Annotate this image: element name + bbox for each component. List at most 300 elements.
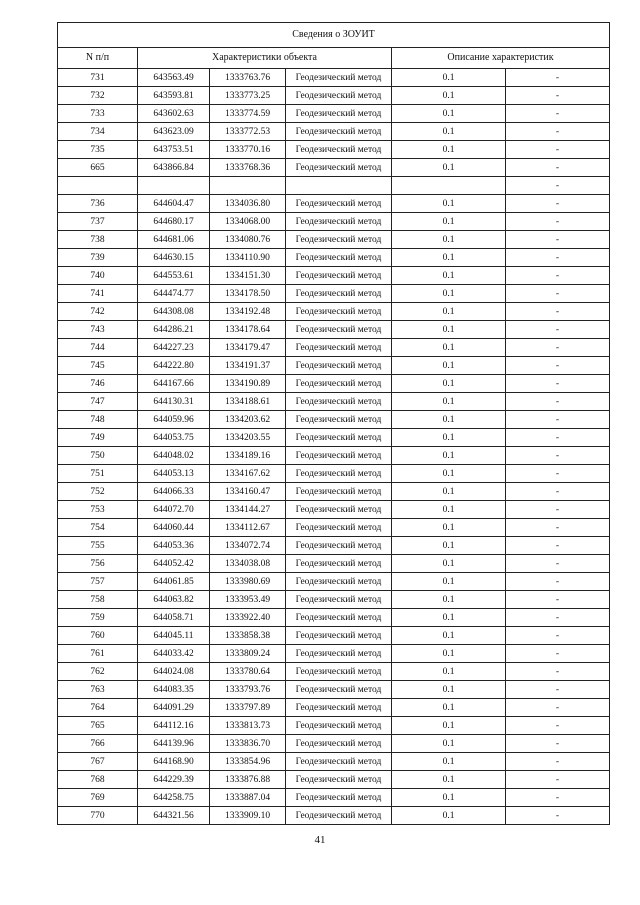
- point-number-cell: 738: [58, 231, 138, 249]
- table-row: [58, 717, 610, 735]
- accuracy-cell: 0.1: [392, 717, 506, 735]
- point-number-cell: 750: [58, 447, 138, 465]
- coordinate-x-cell: 644681.06: [138, 231, 210, 249]
- description-cell: -: [506, 609, 610, 627]
- accuracy-cell: 0.1: [392, 249, 506, 267]
- method-cell: Геодезический метод: [286, 645, 392, 663]
- method-cell: Геодезический метод: [286, 717, 392, 735]
- coordinate-x-cell: 643593.81: [138, 87, 210, 105]
- description-cell: -: [506, 699, 610, 717]
- coordinate-x-cell: 644222.80: [138, 357, 210, 375]
- description-cell: -: [506, 591, 610, 609]
- method-cell: Геодезический метод: [286, 573, 392, 591]
- coordinate-y-cell: 1333763.76: [210, 69, 286, 87]
- table-row: [58, 213, 610, 231]
- coordinate-y-cell: 1333809.24: [210, 645, 286, 663]
- point-number-cell: 764: [58, 699, 138, 717]
- point-number-cell: 769: [58, 789, 138, 807]
- method-cell: Геодезический метод: [286, 789, 392, 807]
- table-row: [58, 663, 610, 681]
- coordinate-y-cell: 1333909.10: [210, 807, 286, 825]
- accuracy-cell: 0.1: [392, 69, 506, 87]
- method-cell: Геодезический метод: [286, 231, 392, 249]
- accuracy-cell: 0.1: [392, 159, 506, 177]
- table-row: [58, 771, 610, 789]
- coordinate-x-cell: 644045.11: [138, 627, 210, 645]
- coordinate-y-cell: 1334036.80: [210, 195, 286, 213]
- coordinate-x-cell: [138, 177, 210, 195]
- point-number-cell: 762: [58, 663, 138, 681]
- description-cell: -: [506, 573, 610, 591]
- coordinate-x-cell: 644130.31: [138, 393, 210, 411]
- coordinate-y-cell: 1334188.61: [210, 393, 286, 411]
- table-row: [58, 177, 610, 195]
- header-num: N п/п: [58, 48, 138, 69]
- point-number-cell: 751: [58, 465, 138, 483]
- coordinate-x-cell: 644053.36: [138, 537, 210, 555]
- coordinate-y-cell: 1333887.04: [210, 789, 286, 807]
- description-cell: -: [506, 681, 610, 699]
- description-cell: -: [506, 537, 610, 555]
- coordinate-x-cell: 644060.44: [138, 519, 210, 537]
- accuracy-cell: 0.1: [392, 789, 506, 807]
- method-cell: Геодезический метод: [286, 519, 392, 537]
- method-cell: Геодезический метод: [286, 537, 392, 555]
- accuracy-cell: 0.1: [392, 555, 506, 573]
- coordinate-y-cell: 1334178.64: [210, 321, 286, 339]
- table-row: [58, 105, 610, 123]
- table-row: [58, 285, 610, 303]
- method-cell: Геодезический метод: [286, 321, 392, 339]
- description-cell: -: [506, 123, 610, 141]
- point-number-cell: 767: [58, 753, 138, 771]
- description-cell: -: [506, 177, 610, 195]
- point-number-cell: 732: [58, 87, 138, 105]
- point-number-cell: 736: [58, 195, 138, 213]
- accuracy-cell: 0.1: [392, 87, 506, 105]
- coordinate-x-cell: 644091.29: [138, 699, 210, 717]
- accuracy-cell: 0.1: [392, 681, 506, 699]
- method-cell: Геодезический метод: [286, 105, 392, 123]
- point-number-cell: 754: [58, 519, 138, 537]
- coordinate-x-cell: 644604.47: [138, 195, 210, 213]
- accuracy-cell: 0.1: [392, 699, 506, 717]
- accuracy-cell: 0.1: [392, 519, 506, 537]
- accuracy-cell: 0.1: [392, 303, 506, 321]
- coordinate-y-cell: 1333980.69: [210, 573, 286, 591]
- coordinate-x-cell: 644258.75: [138, 789, 210, 807]
- coordinate-x-cell: 644167.66: [138, 375, 210, 393]
- point-number-cell: 743: [58, 321, 138, 339]
- point-number-cell: 755: [58, 537, 138, 555]
- coordinate-y-cell: 1333773.25: [210, 87, 286, 105]
- coordinate-x-cell: 644059.96: [138, 411, 210, 429]
- description-cell: -: [506, 141, 610, 159]
- method-cell: Геодезический метод: [286, 753, 392, 771]
- table-row: [58, 231, 610, 249]
- accuracy-cell: 0.1: [392, 807, 506, 825]
- description-cell: -: [506, 771, 610, 789]
- table-row: [58, 375, 610, 393]
- coordinate-y-cell: 1334151.30: [210, 267, 286, 285]
- method-cell: Геодезический метод: [286, 87, 392, 105]
- coordinate-y-cell: 1334144.27: [210, 501, 286, 519]
- method-cell: Геодезический метод: [286, 69, 392, 87]
- coordinate-x-cell: 644066.33: [138, 483, 210, 501]
- description-cell: -: [506, 501, 610, 519]
- table-row: [58, 195, 610, 213]
- table-row: [58, 159, 610, 177]
- table-body: [58, 69, 610, 825]
- description-cell: -: [506, 285, 610, 303]
- point-number-cell: 753: [58, 501, 138, 519]
- method-cell: Геодезический метод: [286, 699, 392, 717]
- point-number-cell: 765: [58, 717, 138, 735]
- coordinate-y-cell: 1334189.16: [210, 447, 286, 465]
- table-title: Сведения о ЗОУИТ: [58, 23, 610, 48]
- table-row: [58, 69, 610, 87]
- accuracy-cell: 0.1: [392, 663, 506, 681]
- table-row: [58, 339, 610, 357]
- table-row: [58, 447, 610, 465]
- table-row: [58, 681, 610, 699]
- method-cell: Геодезический метод: [286, 483, 392, 501]
- description-cell: -: [506, 393, 610, 411]
- coordinate-y-cell: 1334203.55: [210, 429, 286, 447]
- accuracy-cell: 0.1: [392, 285, 506, 303]
- table-row: [58, 735, 610, 753]
- description-cell: -: [506, 717, 610, 735]
- accuracy-cell: 0.1: [392, 735, 506, 753]
- point-number-cell: 665: [58, 159, 138, 177]
- method-cell: Геодезический метод: [286, 339, 392, 357]
- coordinate-y-cell: 1333772.53: [210, 123, 286, 141]
- method-cell: Геодезический метод: [286, 249, 392, 267]
- accuracy-cell: 0.1: [392, 573, 506, 591]
- description-cell: -: [506, 555, 610, 573]
- table-row: [58, 789, 610, 807]
- coordinate-y-cell: 1333768.36: [210, 159, 286, 177]
- zouit-table: [57, 22, 610, 825]
- point-number-cell: 748: [58, 411, 138, 429]
- accuracy-cell: 0.1: [392, 465, 506, 483]
- description-cell: -: [506, 411, 610, 429]
- method-cell: Геодезический метод: [286, 393, 392, 411]
- point-number-cell: 766: [58, 735, 138, 753]
- point-number-cell: 770: [58, 807, 138, 825]
- description-cell: -: [506, 375, 610, 393]
- accuracy-cell: 0.1: [392, 429, 506, 447]
- description-cell: -: [506, 267, 610, 285]
- coordinate-x-cell: 644321.56: [138, 807, 210, 825]
- description-cell: -: [506, 159, 610, 177]
- coordinate-y-cell: 1333854.96: [210, 753, 286, 771]
- table-row: [58, 411, 610, 429]
- method-cell: Геодезический метод: [286, 681, 392, 699]
- coordinate-x-cell: 644058.71: [138, 609, 210, 627]
- coordinate-x-cell: 643866.84: [138, 159, 210, 177]
- accuracy-cell: 0.1: [392, 321, 506, 339]
- coordinate-x-cell: 644072.70: [138, 501, 210, 519]
- method-cell: Геодезический метод: [286, 429, 392, 447]
- table-row: [58, 699, 610, 717]
- page-number: 41: [314, 834, 326, 846]
- method-cell: Геодезический метод: [286, 609, 392, 627]
- coordinate-x-cell: 644112.16: [138, 717, 210, 735]
- method-cell: Геодезический метод: [286, 807, 392, 825]
- table-row: [58, 645, 610, 663]
- method-cell: Геодезический метод: [286, 663, 392, 681]
- description-cell: -: [506, 249, 610, 267]
- table-row: [58, 555, 610, 573]
- description-cell: -: [506, 645, 610, 663]
- table-row: [58, 573, 610, 591]
- accuracy-cell: 0.1: [392, 645, 506, 663]
- table-row: [58, 519, 610, 537]
- table-row: [58, 465, 610, 483]
- accuracy-cell: 0.1: [392, 537, 506, 555]
- accuracy-cell: 0.1: [392, 627, 506, 645]
- coordinate-y-cell: 1334191.37: [210, 357, 286, 375]
- coordinate-x-cell: 644229.39: [138, 771, 210, 789]
- method-cell: Геодезический метод: [286, 141, 392, 159]
- coordinate-y-cell: 1334072.74: [210, 537, 286, 555]
- table-row: [58, 753, 610, 771]
- accuracy-cell: 0.1: [392, 447, 506, 465]
- method-cell: [286, 177, 392, 195]
- coordinate-y-cell: 1333836.70: [210, 735, 286, 753]
- table-row: [58, 393, 610, 411]
- point-number-cell: 745: [58, 357, 138, 375]
- coordinate-y-cell: 1334178.50: [210, 285, 286, 303]
- coordinate-x-cell: 643602.63: [138, 105, 210, 123]
- coordinate-x-cell: 644227.23: [138, 339, 210, 357]
- table-row: [58, 591, 610, 609]
- point-number-cell: 737: [58, 213, 138, 231]
- description-cell: -: [506, 807, 610, 825]
- coordinate-x-cell: 644553.61: [138, 267, 210, 285]
- point-number-cell: 749: [58, 429, 138, 447]
- coordinate-x-cell: 644168.90: [138, 753, 210, 771]
- point-number-cell: 756: [58, 555, 138, 573]
- accuracy-cell: 0.1: [392, 231, 506, 249]
- description-cell: -: [506, 357, 610, 375]
- point-number-cell: 735: [58, 141, 138, 159]
- point-number-cell: 734: [58, 123, 138, 141]
- coordinate-y-cell: 1334068.00: [210, 213, 286, 231]
- accuracy-cell: 0.1: [392, 357, 506, 375]
- point-number-cell: 760: [58, 627, 138, 645]
- description-cell: -: [506, 483, 610, 501]
- table-row: [58, 609, 610, 627]
- coordinate-x-cell: 644474.77: [138, 285, 210, 303]
- table-row: [58, 501, 610, 519]
- description-cell: -: [506, 789, 610, 807]
- coordinate-y-cell: 1333922.40: [210, 609, 286, 627]
- coordinate-x-cell: 644286.21: [138, 321, 210, 339]
- coordinate-y-cell: 1334179.47: [210, 339, 286, 357]
- coordinate-x-cell: 644024.08: [138, 663, 210, 681]
- method-cell: Геодезический метод: [286, 375, 392, 393]
- coordinate-y-cell: 1333858.38: [210, 627, 286, 645]
- accuracy-cell: 0.1: [392, 753, 506, 771]
- coordinate-x-cell: 644063.82: [138, 591, 210, 609]
- description-cell: -: [506, 735, 610, 753]
- description-cell: -: [506, 447, 610, 465]
- description-cell: -: [506, 69, 610, 87]
- coordinate-y-cell: 1334160.47: [210, 483, 286, 501]
- accuracy-cell: 0.1: [392, 141, 506, 159]
- accuracy-cell: 0.1: [392, 123, 506, 141]
- description-cell: -: [506, 519, 610, 537]
- description-cell: -: [506, 465, 610, 483]
- method-cell: Геодезический метод: [286, 357, 392, 375]
- table-row: [58, 267, 610, 285]
- coordinate-x-cell: 643753.51: [138, 141, 210, 159]
- coordinate-x-cell: 644052.42: [138, 555, 210, 573]
- point-number-cell: 768: [58, 771, 138, 789]
- description-cell: -: [506, 429, 610, 447]
- header-description: Описание характеристик: [392, 48, 610, 69]
- coordinate-x-cell: 644630.15: [138, 249, 210, 267]
- point-number-cell: 741: [58, 285, 138, 303]
- coordinate-y-cell: 1333813.73: [210, 717, 286, 735]
- point-number-cell: 742: [58, 303, 138, 321]
- coordinate-x-cell: 644053.75: [138, 429, 210, 447]
- point-number-cell: 739: [58, 249, 138, 267]
- point-number-cell: [58, 177, 138, 195]
- table-row: [58, 483, 610, 501]
- coordinate-y-cell: 1333953.49: [210, 591, 286, 609]
- description-cell: -: [506, 213, 610, 231]
- description-cell: -: [506, 321, 610, 339]
- coordinate-x-cell: 644053.13: [138, 465, 210, 483]
- table-row: [58, 141, 610, 159]
- table-row: [58, 321, 610, 339]
- point-number-cell: 757: [58, 573, 138, 591]
- description-cell: -: [506, 753, 610, 771]
- method-cell: Геодезический метод: [286, 555, 392, 573]
- method-cell: Геодезический метод: [286, 159, 392, 177]
- coordinate-x-cell: 644680.17: [138, 213, 210, 231]
- method-cell: Геодезический метод: [286, 447, 392, 465]
- method-cell: Геодезический метод: [286, 195, 392, 213]
- coordinate-x-cell: 644083.35: [138, 681, 210, 699]
- description-cell: -: [506, 339, 610, 357]
- point-number-cell: 763: [58, 681, 138, 699]
- table-row: [58, 123, 610, 141]
- coordinate-x-cell: 644308.08: [138, 303, 210, 321]
- table-row: [58, 429, 610, 447]
- point-number-cell: 740: [58, 267, 138, 285]
- description-cell: -: [506, 195, 610, 213]
- accuracy-cell: 0.1: [392, 339, 506, 357]
- coordinate-y-cell: 1333793.76: [210, 681, 286, 699]
- coordinate-y-cell: 1334112.67: [210, 519, 286, 537]
- accuracy-cell: 0.1: [392, 267, 506, 285]
- accuracy-cell: 0.1: [392, 393, 506, 411]
- accuracy-cell: 0.1: [392, 591, 506, 609]
- coordinate-y-cell: 1333780.64: [210, 663, 286, 681]
- method-cell: Геодезический метод: [286, 267, 392, 285]
- method-cell: Геодезический метод: [286, 123, 392, 141]
- description-cell: -: [506, 87, 610, 105]
- method-cell: Геодезический метод: [286, 303, 392, 321]
- method-cell: Геодезический метод: [286, 411, 392, 429]
- accuracy-cell: 0.1: [392, 501, 506, 519]
- accuracy-cell: 0.1: [392, 483, 506, 501]
- coordinate-y-cell: 1333797.89: [210, 699, 286, 717]
- description-cell: -: [506, 627, 610, 645]
- table-row: [58, 537, 610, 555]
- accuracy-cell: [392, 177, 506, 195]
- accuracy-cell: 0.1: [392, 411, 506, 429]
- accuracy-cell: 0.1: [392, 771, 506, 789]
- coordinate-y-cell: 1334080.76: [210, 231, 286, 249]
- point-number-cell: 747: [58, 393, 138, 411]
- method-cell: Геодезический метод: [286, 771, 392, 789]
- coordinate-x-cell: 644048.02: [138, 447, 210, 465]
- point-number-cell: 759: [58, 609, 138, 627]
- description-cell: -: [506, 231, 610, 249]
- accuracy-cell: 0.1: [392, 105, 506, 123]
- description-cell: -: [506, 105, 610, 123]
- description-cell: -: [506, 303, 610, 321]
- accuracy-cell: 0.1: [392, 213, 506, 231]
- coordinate-y-cell: 1333774.59: [210, 105, 286, 123]
- coordinate-y-cell: 1334110.90: [210, 249, 286, 267]
- table-row: [58, 357, 610, 375]
- table-row: [58, 87, 610, 105]
- coordinate-y-cell: 1334190.89: [210, 375, 286, 393]
- method-cell: Геодезический метод: [286, 501, 392, 519]
- accuracy-cell: 0.1: [392, 375, 506, 393]
- header-characteristics: Характеристики объекта: [138, 48, 392, 69]
- coordinate-y-cell: 1334192.48: [210, 303, 286, 321]
- point-number-cell: 752: [58, 483, 138, 501]
- coordinate-x-cell: 643623.09: [138, 123, 210, 141]
- coordinate-y-cell: [210, 177, 286, 195]
- method-cell: Геодезический метод: [286, 591, 392, 609]
- coordinate-y-cell: 1333876.88: [210, 771, 286, 789]
- point-number-cell: 758: [58, 591, 138, 609]
- method-cell: Геодезический метод: [286, 735, 392, 753]
- method-cell: Геодезический метод: [286, 285, 392, 303]
- coordinate-y-cell: 1334167.62: [210, 465, 286, 483]
- point-number-cell: 761: [58, 645, 138, 663]
- coordinate-x-cell: 643563.49: [138, 69, 210, 87]
- coordinate-y-cell: 1334038.08: [210, 555, 286, 573]
- coordinate-y-cell: 1334203.62: [210, 411, 286, 429]
- point-number-cell: 731: [58, 69, 138, 87]
- description-cell: -: [506, 663, 610, 681]
- coordinate-y-cell: 1333770.16: [210, 141, 286, 159]
- coordinate-x-cell: 644139.96: [138, 735, 210, 753]
- method-cell: Геодезический метод: [286, 213, 392, 231]
- coordinate-x-cell: 644061.85: [138, 573, 210, 591]
- accuracy-cell: 0.1: [392, 609, 506, 627]
- table-row: [58, 303, 610, 321]
- accuracy-cell: 0.1: [392, 195, 506, 213]
- point-number-cell: 746: [58, 375, 138, 393]
- method-cell: Геодезический метод: [286, 627, 392, 645]
- point-number-cell: 744: [58, 339, 138, 357]
- table-row: [58, 627, 610, 645]
- coordinate-x-cell: 644033.42: [138, 645, 210, 663]
- method-cell: Геодезический метод: [286, 465, 392, 483]
- table-row: [58, 249, 610, 267]
- table-row: [58, 807, 610, 825]
